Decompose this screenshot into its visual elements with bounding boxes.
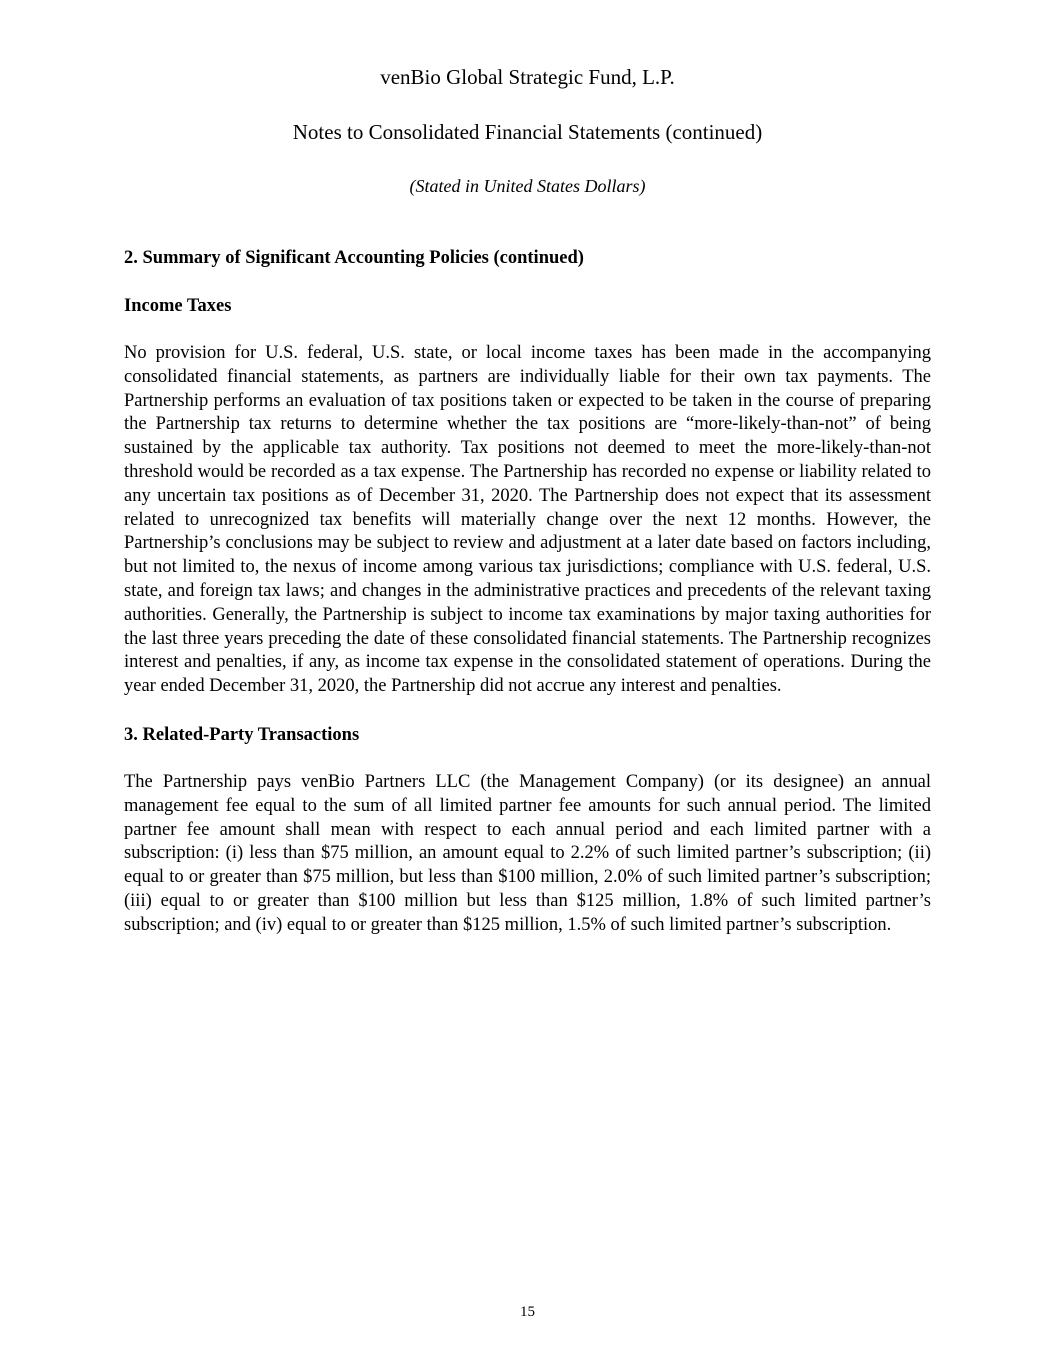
paragraph-income-taxes: No provision for U.S. federal, U.S. state, or local income taxes has been made in the accompanying consolidated financial statements, as partners are individually liable for their own tax payments. The Partnership performs an evaluation of tax positions taken or expected to be taken in the course of preparing the Partnership tax returns to determine whether the tax positions are “more-likely-than-not” of being sustained by the applicable tax authority. Tax positions not deemed to meet the more-likely-than-not threshold would be recorded as a tax expense. The Partnership has recorded no expense or liability related to any uncertain tax positions as of December 31, 2020. The Partnership does not expect that its assessment related to unrecognized tax benefits will materially change over the next 12 months. However, the Partnership’s conclusions may be subject to review and adjustment at a later date based on factors including, but not limited to, the nexus of income among various tax jurisdictions; compliance with U.S. federal, U.S. state, and foreign tax laws; and changes in the administrative practices and precedents of the relevant taxing authorities. Generally, the Partnership is subject to income tax examinations by major taxing authorities for the last three years preceding the date of these consolidated financial statements. The Partnership recognizes interest and penalties, if any, as income tax expense in the consolidated statement of operations. During the year ended December 31, 2020, the Partnership did not accrue any interest and penalties. xyxy=(124,343,931,697)
document-title: venBio Global Strategic Fund, L.P. xyxy=(380,65,675,89)
subheading-income-taxes: Income Taxes xyxy=(124,296,232,316)
document-subtitle: Notes to Consolidated Financial Statements (continued) xyxy=(292,120,763,144)
currency-note xyxy=(0,174,1055,198)
currency-note-text: (Stated in United States Dollars) xyxy=(409,176,646,196)
section-heading-accounting-policies: 2. Summary of Significant Accounting Policies (continued) xyxy=(124,248,584,268)
section-heading-related-party: 3. Related-Party Transactions xyxy=(124,724,360,745)
notes-content xyxy=(124,246,931,938)
paragraph-related-party: The Partnership pays venBio Partners LLC (the Management Company) (or its designee) an annual management fee equal to the sum of all limited partner fee amounts for such annual period. The limited partner fee amount shall mean with respect to each annual period and each limited partner with a subscription: (i) less than $75 million, an amount equal to 2.2% of such limited partner’s subscription; (ii) equal to or greater than $75 million, but less than $100 million, 2.0% of such limited partner’s subscription; (iii) equal to or greater than $100 million but less than $125 million, 1.8% of such limited partner’s subscription; and (iv) equal to or greater than $125 million, 1.5% of such limited partner’s subscription. xyxy=(124,771,931,935)
page-number: 15 xyxy=(520,1304,535,1320)
